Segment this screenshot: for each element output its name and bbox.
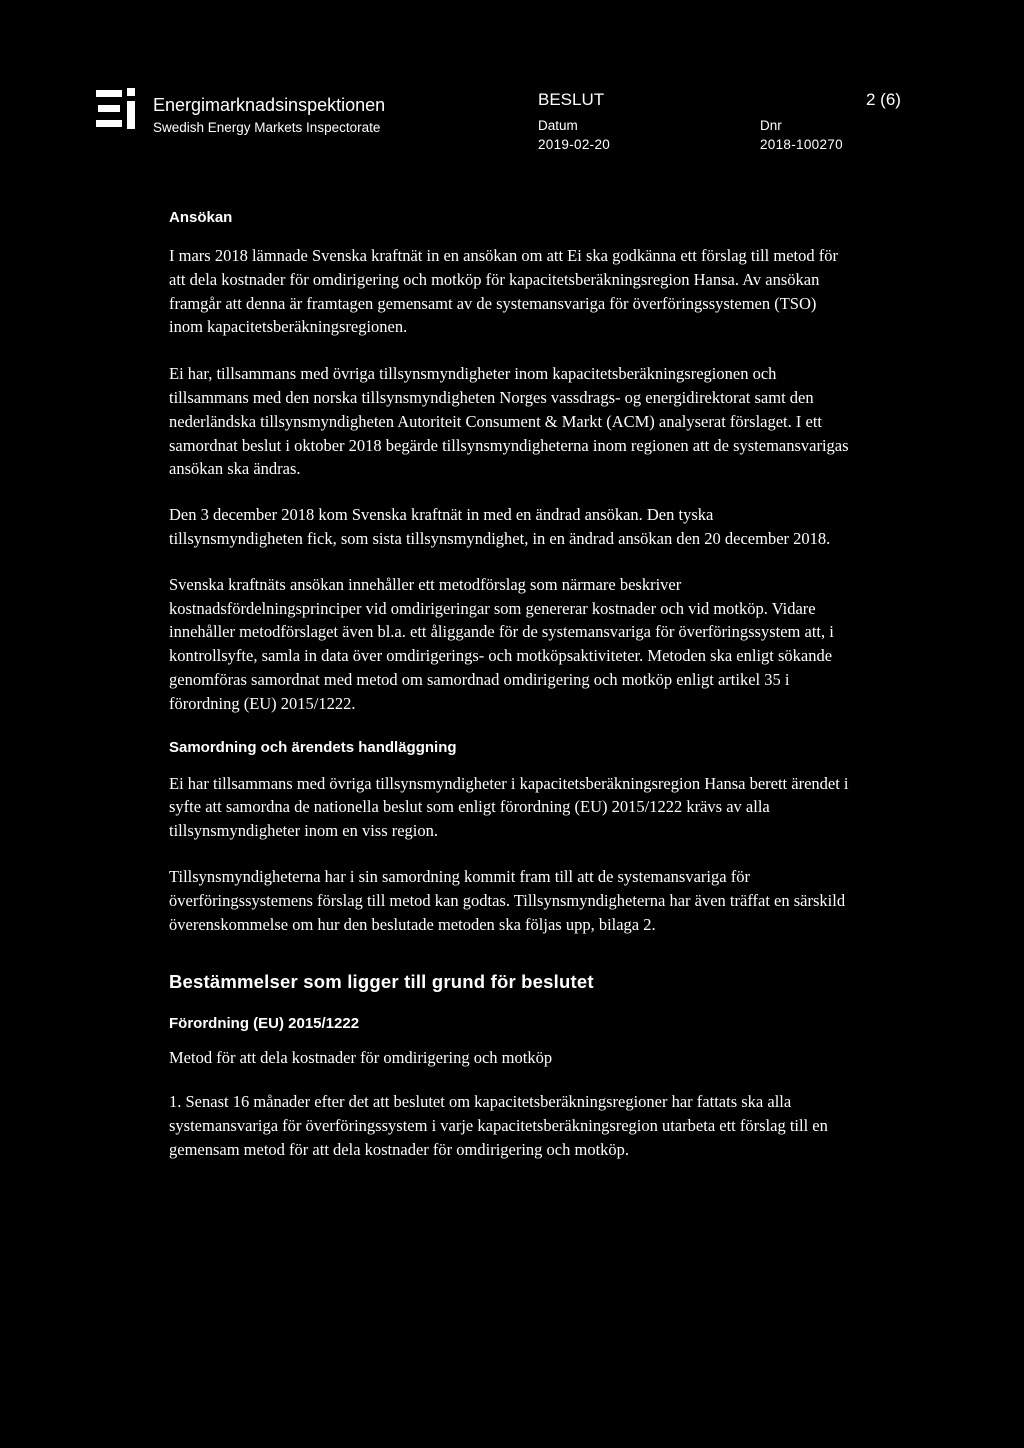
- date-value: 2019-02-20: [538, 137, 611, 152]
- paragraph-metod-title: Metod för att dela kostnader för omdirigering och motköp: [169, 1048, 553, 1068]
- document-body: [169, 208, 849, 1162]
- page-number: 2 (6): [866, 90, 901, 109]
- date-label: Datum: [538, 118, 578, 133]
- document-type: BESLUT: [538, 90, 605, 109]
- paragraph-ansokan-2: Ei har, tillsammans med övriga tillsynsmyndigheter inom kapacitetsberäkningsregionen och tillsammans med den norska tillsynsmyndigheten Norges vassdrags- og energidirektorat samt den nederländska tillsynsmyndigheten Autoriteit Consument & Markt (ACM) analyserat förslaget. I ett samordnat beslut i oktober 2018 begärde tillsynsmyndigheterna inom regionen att de systemansvarigas ansökan ska ändras.: [169, 364, 849, 479]
- paragraph-ansokan-3: Den 3 december 2018 kom Svenska kraftnät in med en ändrad ansökan. Den tyska tillsynsmyndigheten fick, som sista tillsynsmyndighet, in en ändrad ansökan den 20 december 2018.: [169, 505, 831, 548]
- org-name: Energimarknadsinspektionen: [153, 95, 386, 115]
- paragraph-samordning-1: Ei har tillsammans med övriga tillsynsmyndigheter i kapacitetsberäkningsregion Hansa berett ärendet i syfte att samordna de nationella beslut som enligt förordning (EU) 2015/1222 krävs av alla tillsynsmyndigheter inom en viss region.: [169, 773, 849, 841]
- paragraph-samordning-2: Tillsynsmyndigheterna har i sin samordning kommit fram till att de systemansvariga för överföringssystemens förslag till metod kan godtas. Tillsynsmyndigheterna har även träffat en särskild överenskommelse om hur den beslutade metoden ska följas upp, bilaga 2.: [169, 866, 846, 934]
- paragraph-ansokan-4: Svenska kraftnäts ansökan innehåller ett metodförslag som närmare beskriver kostnadsfördelningsprinciper vid omdirigeringar som genererar kostnader och vid motköp. Vidare innehåller metodförslaget även bl.a. ett åliggande för de systemansvariga för överföringssystem att, i kontrollsyfte, samla in data över omdirigerings- och motköpsaktiviteter. Metoden ska enligt sökande genomföras samordnat med metod om samordnad omdirigering och motköp enligt artikel 35 i förordning (EU) 2015/1222.: [169, 574, 834, 713]
- subheading-forordning: Förordning (EU) 2015/1222: [169, 1015, 360, 1033]
- paragraph-ansokan-1: I mars 2018 lämnade Svenska kraftnät in en ansökan om att Ei ska godkänna ett förslag till metod för att dela kostnader för omdirigering och motköp för kapacitetsberäkningsregion Hansa. Av ansökan framgår att denna är framtagen gemensamt av de systemansvariga för överföringssystemen (TSO) inom kapacitetsberäkningsregionen.: [169, 246, 838, 337]
- section-heading-ansokan: Ansökan: [169, 209, 233, 226]
- section-heading-samordning: Samordning och ärendets handläggning: [169, 738, 457, 756]
- paragraph-article-1: 1. Senast 16 månader efter det att beslutet om kapacitetsberäkningsregioner har fattats ska alla systemansvariga för överföringssystem i varje kapacitetsberäkningsregion utarbeta ett förslag till en gemensam metod för att dela kostnader för omdirigering och motköp.: [169, 1092, 828, 1159]
- ei-logo-icon: [96, 88, 140, 130]
- section-heading-bestammelser: Bestämmelser som ligger till grund för beslutet: [169, 971, 594, 993]
- dnr-label: Dnr: [760, 118, 782, 133]
- dnr-value: 2018-100270: [760, 137, 843, 152]
- org-subtitle: Swedish Energy Markets Inspectorate: [153, 120, 381, 135]
